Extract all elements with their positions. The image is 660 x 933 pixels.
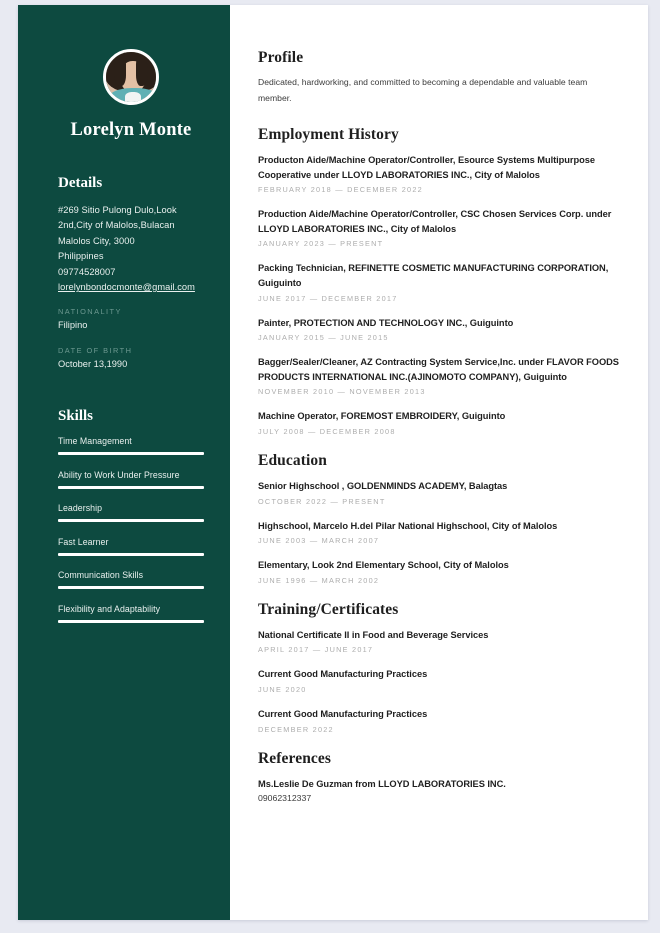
skill-label: Leadership [58, 503, 103, 514]
skill-level-bar [58, 486, 204, 489]
employment-date: NOVEMBER 2010 — NOVEMBER 2013 [258, 387, 426, 397]
resume-page [18, 5, 648, 920]
training-entry [258, 667, 620, 694]
details-heading: Details [58, 175, 103, 191]
skill-item [58, 470, 204, 489]
training-title: National Certificate II in Food and Beverage Services [258, 629, 489, 640]
nationality-label: NATIONALITY [58, 307, 122, 317]
employment-entry [258, 261, 620, 302]
skill-label: Communication Skills [58, 570, 144, 581]
education-date: JUNE 2003 — MARCH 2007 [258, 536, 380, 546]
address-line: Malolos City, 3000 [58, 235, 135, 246]
reference-name: Ms.Leslie De Guzman from LLOYD LABORATORIES INC. [258, 778, 506, 789]
employment-history-section [258, 126, 620, 436]
references-heading: References [258, 749, 332, 767]
skill-label: Fast Learner [58, 536, 109, 547]
education-heading: Education [258, 451, 327, 469]
employment-entry [258, 409, 620, 436]
skill-item [58, 503, 204, 522]
employment-title: Machine Operator, FOREMOST EMBROIDERY, Guiguinto [258, 411, 506, 422]
employment-title: Packing Technician, REFINETTE COSMETIC MANUFACTURING CORPORATION, Guiguinto [258, 263, 609, 288]
phone-number: 09774528007 [58, 266, 116, 277]
address-line: 2nd,City of Malolos,Bulacan [58, 220, 175, 231]
skill-level-bar [58, 519, 204, 522]
training-certificates-heading: Training/Certificates [258, 600, 399, 618]
training-date: DECEMBER 2022 [258, 724, 334, 734]
profile-section [258, 49, 620, 106]
employment-entry [258, 355, 620, 396]
education-date: JUNE 1996 — MARCH 2002 [258, 575, 380, 585]
education-entry [258, 519, 620, 546]
training-title: Current Good Manufacturing Practices [258, 708, 428, 719]
address-line: #269 Sitio Pulong Dulo,Look [58, 205, 177, 215]
employment-history-heading: Employment History [258, 126, 399, 143]
skill-label: Time Management [58, 436, 132, 447]
employment-date: JANUARY 2023 — PRESENT [258, 239, 384, 249]
references-section [258, 750, 620, 804]
avatar-container [58, 49, 204, 105]
employment-title: Producton Aide/Machine Operator/Controller, Esource Systems Multipurpose Cooperative under LLOYD LABORATORIES INC., City of Malolos [258, 155, 596, 180]
avatar-hair-left [114, 56, 126, 86]
employment-date: JANUARY 2015 — JUNE 2015 [258, 333, 389, 343]
education-title: Highschool, Marcelo H.del Pilar National Highschool, City of Malolos [258, 520, 558, 531]
profile-heading: Profile [258, 49, 304, 66]
training-title: Current Good Manufacturing Practices [258, 669, 428, 680]
reference-entry [258, 777, 620, 804]
training-entry [258, 628, 620, 655]
employment-title: Bagger/Sealer/Cleaner, AZ Contracting System Service,Inc. under FLAVOR FOODS PRODUCTS INTERNATIONAL INC.(AJINOMOTO COMPANY), Guiguinto [258, 357, 619, 382]
date-of-birth-value: October 13,1990 [58, 358, 128, 369]
employment-date: JUNE 2017 — DECEMBER 2017 [258, 293, 398, 303]
education-entry [258, 479, 620, 506]
reference-phone: 09062312337 [258, 793, 312, 804]
address-line: Philippines [58, 251, 104, 262]
resume-main-content [230, 5, 648, 920]
skill-level-bar [58, 553, 204, 556]
avatar-hair-right [136, 56, 148, 86]
training-date: JUNE 2020 [258, 684, 307, 694]
skill-level-bar [58, 452, 204, 455]
skill-label: Ability to Work Under Pressure [58, 469, 180, 480]
employment-entry [258, 207, 620, 248]
skills-section [58, 408, 204, 623]
training-date: APRIL 2017 — JUNE 2017 [258, 645, 374, 655]
education-date: OCTOBER 2022 — PRESENT [258, 496, 386, 506]
employment-entry [258, 153, 620, 194]
training-certificates-section [258, 601, 620, 734]
skill-level-bar [58, 586, 204, 589]
skill-item [58, 537, 204, 556]
employment-title: Painter, PROTECTION AND TECHNOLOGY INC., Guiguinto [258, 317, 514, 328]
details-section [58, 175, 204, 372]
employment-date: JULY 2008 — DECEMBER 2008 [258, 426, 396, 436]
employment-title: Production Aide/Machine Operator/Controller, CSC Chosen Services Corp. under LLOYD LABORATORIES INC., City of Malolos [258, 209, 612, 234]
skill-level-bar [58, 620, 204, 623]
education-section [258, 452, 620, 585]
avatar [103, 49, 159, 105]
skill-item [58, 604, 204, 623]
email-link[interactable]: lorelynbondocmonte@gmail.com [58, 282, 195, 293]
skill-item [58, 570, 204, 589]
education-title: Senior Highschool , GOLDENMINDS ACADEMY, Balagtas [258, 480, 508, 491]
candidate-name: Lorelyn Monte [70, 120, 192, 140]
employment-entry [258, 316, 620, 343]
employment-date: FEBRUARY 2018 — DECEMBER 2022 [258, 185, 423, 195]
avatar-collar [125, 92, 141, 104]
skill-item [58, 436, 204, 455]
skills-heading: Skills [58, 408, 94, 425]
resume-sidebar [18, 5, 230, 920]
nationality-value: Filipino [58, 320, 88, 331]
date-of-birth-label: DATE OF BIRTH [58, 345, 133, 355]
education-entry [258, 558, 620, 585]
education-title: Elementary, Look 2nd Elementary School, City of Malolos [258, 560, 509, 571]
skill-label: Flexibility and Adaptability [58, 603, 161, 614]
training-entry [258, 707, 620, 734]
profile-text: Dedicated, hardworking, and committed to becoming a dependable and valuable team member. [258, 77, 588, 103]
